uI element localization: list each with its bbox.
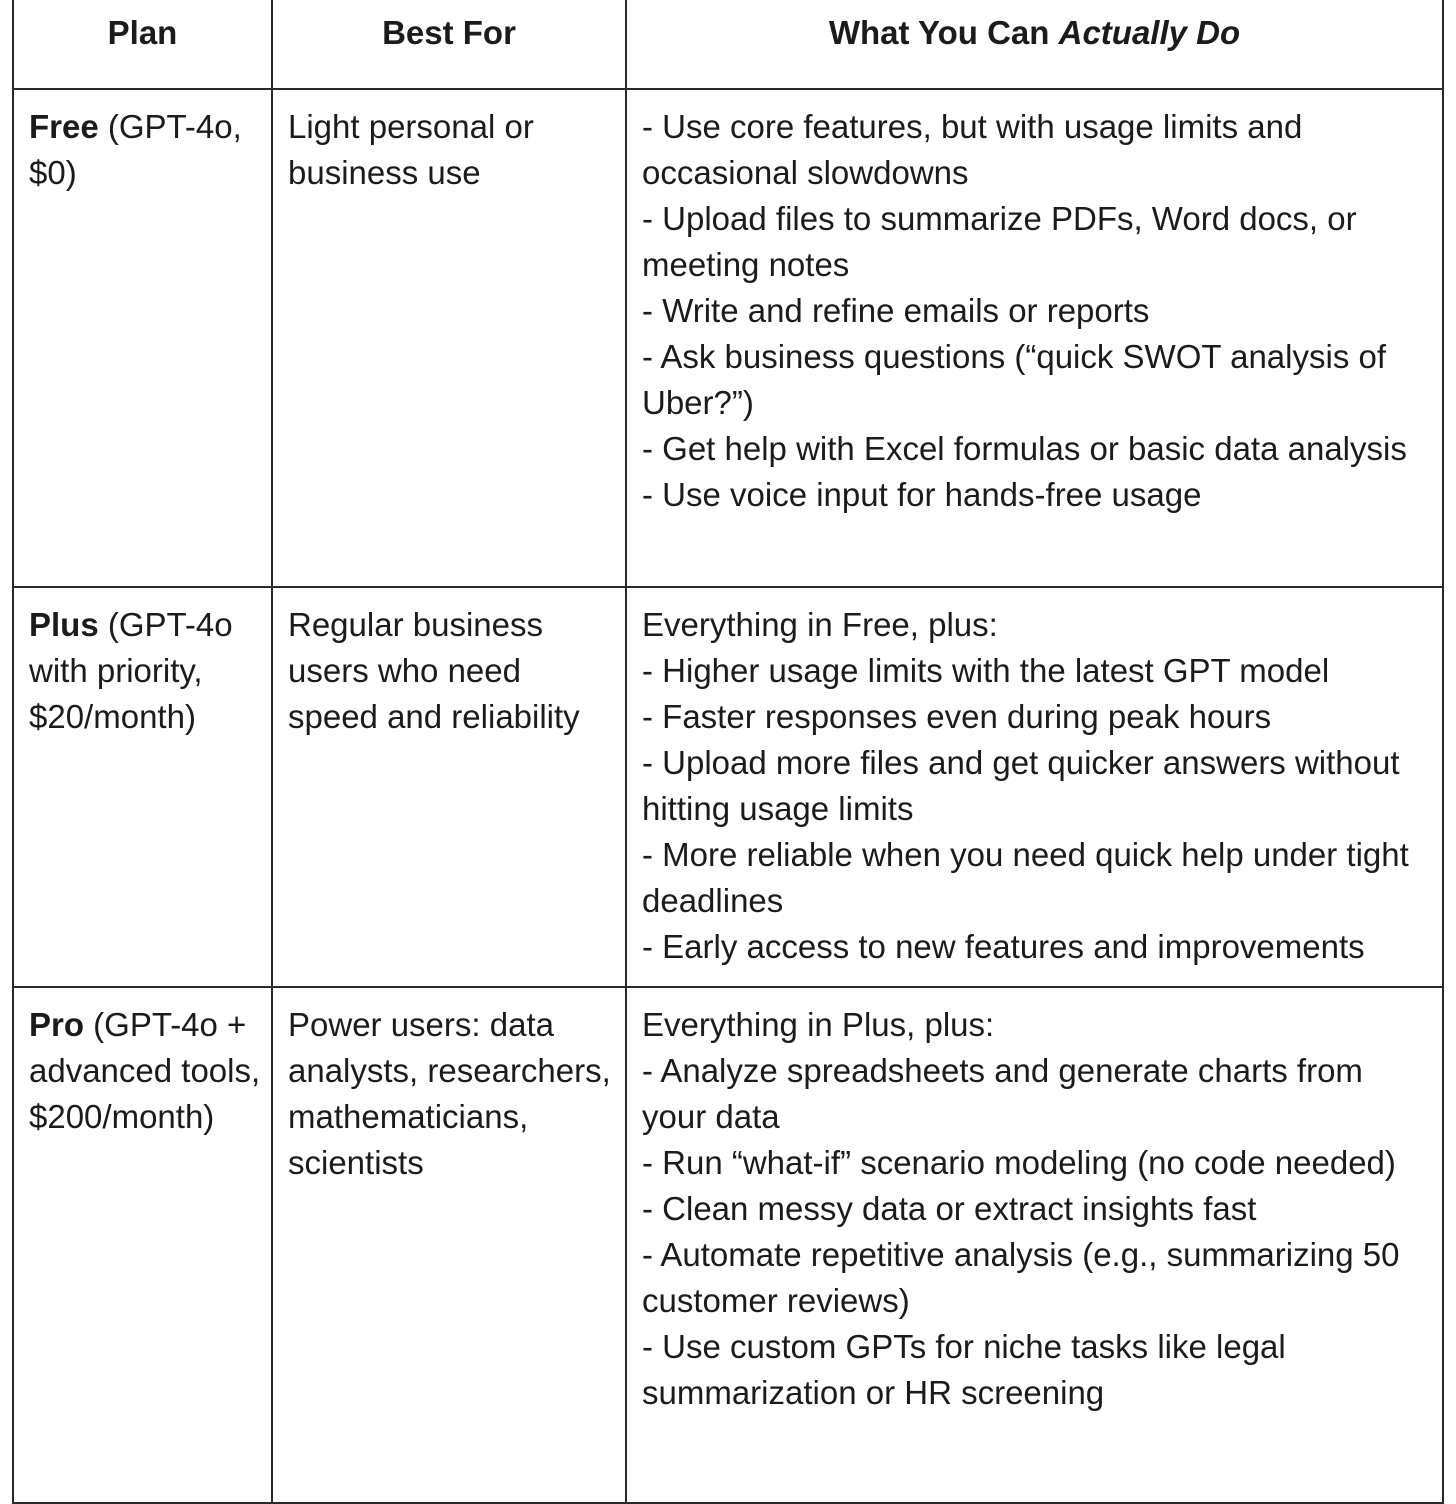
feature-item: - Get help with Excel formulas or basic data analysis bbox=[642, 430, 1407, 467]
plan-cell bbox=[13, 587, 272, 987]
best-for-cell: Regular business users who need speed and reliability bbox=[272, 587, 626, 987]
plan-cell bbox=[13, 89, 272, 587]
table-row-plus bbox=[13, 587, 1443, 987]
plan-detail: (GPT-4o with priority, $20/month) bbox=[29, 606, 233, 735]
features-cell bbox=[626, 987, 1443, 1503]
best-for-cell: Power users: data analysts, researchers, mathematicians, scientists bbox=[272, 987, 626, 1503]
plan-name: Free bbox=[29, 108, 99, 145]
features-cell bbox=[626, 587, 1443, 987]
feature-item: - Faster responses even during peak hours bbox=[642, 698, 1272, 735]
header-what-you-can-do bbox=[626, 0, 1443, 89]
feature-item: - Early access to new features and improvements bbox=[642, 928, 1365, 965]
plan-name: Plus bbox=[29, 606, 99, 643]
features-intro: Everything in Free, plus: bbox=[642, 606, 998, 643]
header-what-emphasis: Actually Do bbox=[1058, 14, 1241, 51]
feature-list bbox=[642, 648, 1432, 970]
plan-detail: (GPT-4o, $0) bbox=[29, 108, 242, 191]
feature-item: - Upload files to summarize PDFs, Word docs, or meeting notes bbox=[642, 200, 1357, 283]
feature-list bbox=[642, 104, 1432, 518]
plan-name: Pro bbox=[29, 1006, 85, 1043]
features-intro: Everything in Plus, plus: bbox=[642, 1006, 995, 1043]
feature-item: - Run “what-if” scenario modeling (no code needed) bbox=[642, 1144, 1396, 1181]
table-row-pro bbox=[13, 987, 1443, 1503]
feature-item: - Higher usage limits with the latest GPT model bbox=[642, 652, 1330, 689]
best-for-cell: Light personal or business use bbox=[272, 89, 626, 587]
plan-detail: (GPT-4o + advanced tools, $200/month) bbox=[29, 1006, 261, 1135]
feature-item: - Use custom GPTs for niche tasks like legal summarization or HR screening bbox=[642, 1328, 1286, 1411]
feature-item: - Ask business questions (“quick SWOT analysis of Uber?”) bbox=[642, 338, 1387, 421]
feature-item: - Automate repetitive analysis (e.g., summarizing 50 customer reviews) bbox=[642, 1236, 1400, 1319]
table-row-free bbox=[13, 89, 1443, 587]
feature-item: - Use core features, but with usage limits and occasional slowdowns bbox=[642, 108, 1303, 191]
feature-item: - Write and refine emails or reports bbox=[642, 292, 1150, 329]
feature-list bbox=[642, 1048, 1432, 1416]
feature-item: - More reliable when you need quick help under tight deadlines bbox=[642, 836, 1409, 919]
feature-item: - Upload more files and get quicker answers without hitting usage limits bbox=[642, 744, 1400, 827]
header-plan: Plan bbox=[13, 0, 272, 89]
plan-comparison-table bbox=[12, 0, 1444, 1504]
feature-item: - Use voice input for hands-free usage bbox=[642, 476, 1202, 513]
feature-item: - Clean messy data or extract insights fast bbox=[642, 1190, 1257, 1227]
header-row bbox=[13, 0, 1443, 89]
header-what-prefix: What You Can bbox=[828, 14, 1059, 51]
plan-cell bbox=[13, 987, 272, 1503]
feature-item: - Analyze spreadsheets and generate charts from your data bbox=[642, 1052, 1363, 1135]
features-cell bbox=[626, 89, 1443, 587]
header-best-for: Best For bbox=[272, 0, 626, 89]
